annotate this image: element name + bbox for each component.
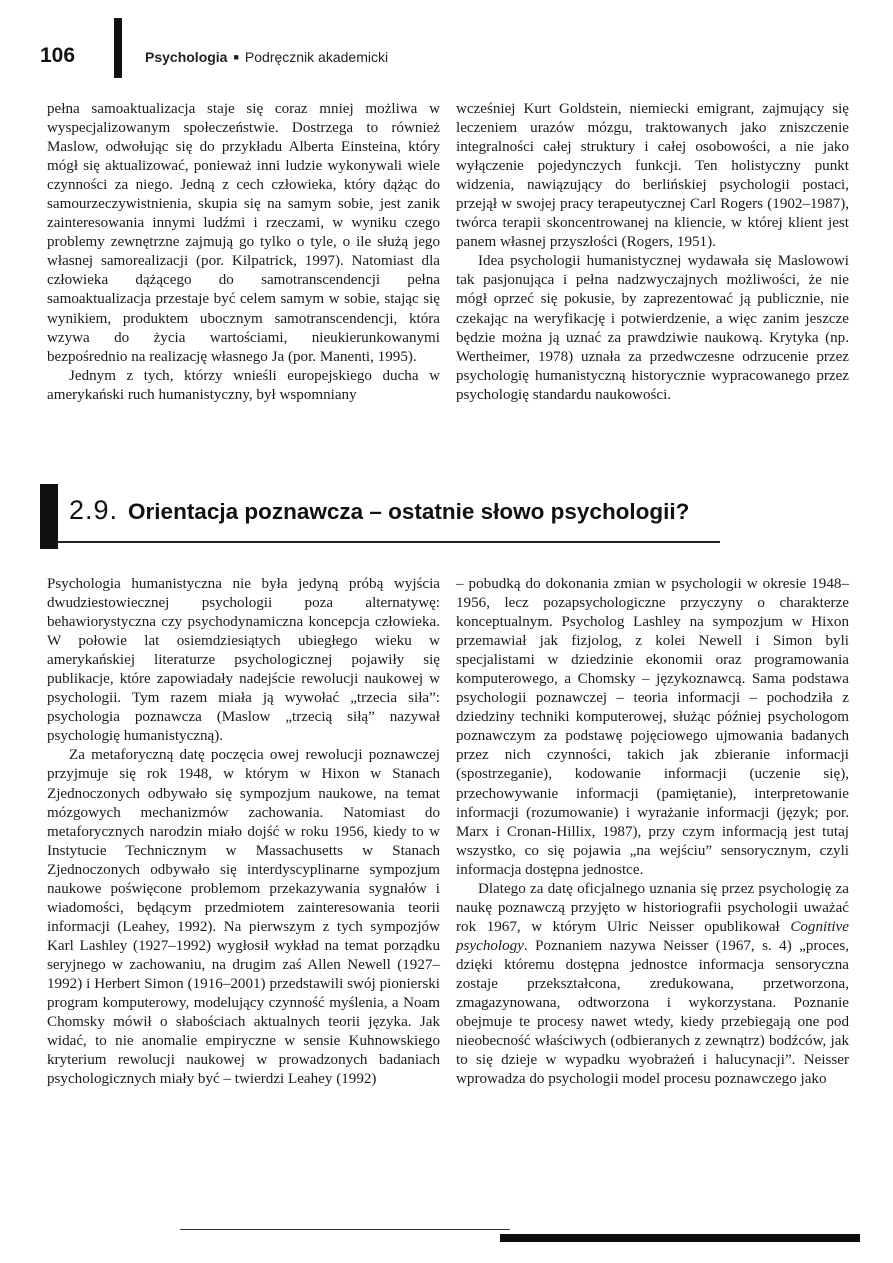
header-bar — [114, 18, 122, 78]
paragraph: Psychologia humanistyczna nie była jedyną próbą wyjścia dwudziestowiecznej psychologii poza alternatywę: behawiorystyczna czy psychodynamiczna koncepcja człowieka. W połowie lat osiemdziesiątych ubiegłego wieku w amerykańskiej literaturze psychologicznej pojawiły się publikacje, które zapowiadały nadejście rewolucji naukowej w psychologii. Tym razem miała ją wywołać „trzecia siła”: psychologia poznawcza (Maslow „trzecią siłą” nazywał psychologię humanistyczną). — [47, 576, 440, 745]
top-right-column — [456, 100, 849, 405]
bottom-rule-thin — [180, 1229, 510, 1230]
paragraph-text: Dlatego za datę oficjalnego uznania się przez psychologię za naukę poznawczą przyjęto w historiografii psychologii uważać rok 1967, w którym Ulric Neisser opublikował — [456, 880, 849, 935]
book-title: Psychologia — [145, 49, 228, 65]
section-heading — [69, 495, 689, 526]
paragraph: Za metaforyczną datę poczęcia owej rewolucji poznawczej przyjmuje się rok 1948, w którym w Hixon w Stanach Zjednoczonych odbywało się sympozjum naukowe, na temat mózgowych mechanizmów zachowania. Natomiast do metaforycznych narodzin miało dojść w roku 1956, kiedy to w Instytucie Technicznym w Massachusetts w Stanach Zjednoczonych odbywało się interdyscyplinarne sympozjum naukowe poświęcone problemom przekazywania sygnałów i wiadomości, będącym przedmiotem zainteresowania teorii informacji (Leahey, 1992). Na pierwszym z tych sympozjów Karl Lashley (1927–1992) wygłosił wykład na temat porządku seryjnego w zachowaniu, na drugim zaś Allen Newell (1927–1992) i Herbert Simon (1916–2001) przedstawili swój pionierski program komputerowy, modelujący czynność myślenia, a Noam Chomsky mówił o słabościach aktualnych teorii języka. Jak widać, to nie anomalie empiryczne w sensie Kuhnowskiego kryterium rewolucji naukowej w prowadzonych badaniach psychologicznych miały być – twierdzi Leahey (1992) — [47, 747, 440, 1088]
bottom-left-column — [47, 575, 440, 1089]
section-title: Orientacja poznawcza – ostatnie słowo psychologii? — [128, 499, 690, 524]
running-head — [145, 49, 388, 65]
book-subtitle: Podręcznik akademicki — [244, 49, 389, 65]
top-left-column — [47, 100, 440, 405]
paragraph: wcześniej Kurt Goldstein, niemiecki emigrant, zajmujący się leczeniem urazów mózgu, traktowanych jako zniszczenie integralności całej struktury i całej osobowości, a nie jako wyłączenie pojedynczych funkcji. Ten holistyczny punkt widzenia, nawiązujący do berlińskiej psychologii postaci, przejął w swojej pracy terapeutycznej Carl Rogers (1902–1987), twórca terapii skoncentrowanej na kliencie, w której klient jest panem własnej przyszłości (Rogers, 1951). — [456, 101, 849, 251]
paragraph: – pobudką do dokonania zmian w psychologii w okresie 1948–1956, lecz pozapsychologiczne przyczyny o charakterze konceptualnym. Psycholog Lashley na sympozjum w Hixon przemawiał jak fizjolog, z kolei Newell i Simon byli specjalistami w dziedzinie ekonomii oraz programowania komputerowego, a Chomsky – językoznawcą. Sama podstawa psychologii poznawczej – teoria informacji – pochodziła z dziedziny techniki komputerowej, służąc później psychologom poznawczym za podstawę pojęciowego ujmowania badanych przez nich czynności, takich jak zbieranie informacji (spostrzeganie), kodowanie informacji (uczenie się), przechowywanie informacji (pamiętanie), interpretowanie informacji (rozumowanie) i wyrażanie informacji (język; por. Marx i Cronan-Hillix, 1987), przy czym informacją jest tutaj wszystko, co się pojawia „na wejściu” sensorycznym, czyli informacja dostępna jednostce. — [456, 576, 849, 878]
bottom-rule-thick — [500, 1234, 860, 1242]
header-separator: ■ — [233, 52, 239, 62]
section-rule — [58, 541, 720, 543]
section-number: 2.9. — [69, 495, 119, 525]
paragraph: Idea psychologii humanistycznej wydawała się Maslowowi tak pasjonująca i pełna nadzwyczajnych możliwości, że nie mógł oprzeć się pokusie, by zaprezentować ją publicznie, nie czekając na weryfikację i potwierdzenie, a więc zanim jeszcze będzie można ją uznać za prawdziwie naukową. Krytyka (np. Wertheimer, 1978) uznała za przedwczesne odrzucenie przez psychologię humanistyczną historycznie wypracowanego przez psychologię standardu naukowości. — [456, 253, 849, 403]
paragraph — [456, 880, 849, 1090]
paragraph: Jednym z tych, którzy wnieśli europejskiego ducha w amerykański ruch humanistyczny, był wspomniany — [47, 367, 440, 403]
book-title-italic: Cognitive psychology — [456, 918, 849, 954]
paragraph: pełna samoaktualizacja staje się coraz mniej możliwa w wyspecjalizowanym społeczeństwie. Dostrzega to również Maslow, odwołując się do przykładu Alberta Einsteina, który mógł się aktualizować, ponieważ inni ludzie wykonywali wiele czynności za niego. Jedną z cech człowieka, który dążąc do samourzeczywistnienia, skupia się na samym sobie, jest zanik zainteresowania innymi ludźmi i rzeczami, w wyniku czego problemy zewnętrzne zajmują go tylko o tyle, o ile służą jego własnej samorealizacji (por. Kilpatrick, 1997). Natomiast dla człowieka dążącego do samotranscendencji pełna samoaktualizacja przestaje być celem samym w sobie, stając się wynikiem, produktem ubocznym samotranscendencji, która wzywa do życia wartościami, nieukierunkowanymi bezpośrednio na realizację własnego Ja (por. Manenti, 1995). — [47, 101, 440, 365]
bottom-right-column — [456, 575, 849, 1089]
paragraph-text: . Poznaniem nazywa Neisser (1967, s. 4) „proces, dzięki któremu dostępna jednostce informacja sensoryczna zostaje przekształcona, zredukowana, przetworzona, zmagazynowana, odtworzona i wykorzystana. Poznanie obejmuje te procesy nawet wtedy, kiedy przebiegają one pod nieobecność właściwych (odbieranych z zewnątrz) bodźców, jak to się dzieje w wypadku wyobrażeń i halucynacji”. Neisser wprowadza do psychologii model procesu poznawczego jako — [456, 937, 849, 1088]
page-number: 106 — [40, 44, 76, 67]
section-marker-bar — [40, 484, 58, 549]
